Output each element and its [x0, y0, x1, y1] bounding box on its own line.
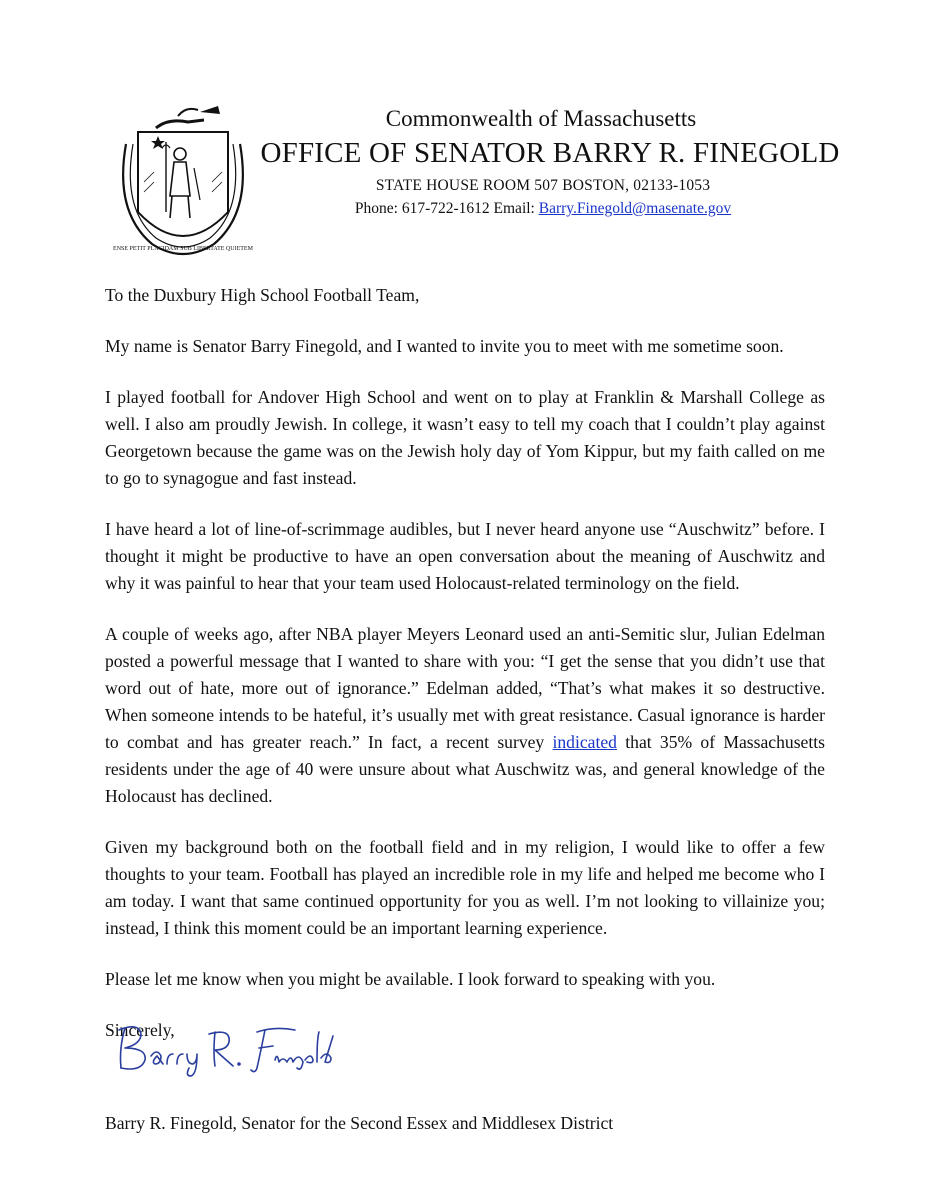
seal-motto: ENSE PETIT PLACIDAM SUB LIBERTATE QUIETEM — [113, 246, 253, 252]
letterhead-contact — [226, 198, 860, 220]
email-link[interactable]: Barry.Finegold@masenate.gov — [538, 200, 732, 217]
signoff: Barry R. Finegold, Senator for the Second Essex and Middlesex District — [105, 1113, 614, 1133]
paragraph-3: I have heard a lot of line-of-scrimmage audibles, but I never heard anyone use “Auschwitz” before. I thought it might be productive to have an open conversation about the meaning of Auschwitz and why it was painful to hear that your team used Holocaust-related terminology on the field. — [105, 519, 825, 593]
paragraph-6: Please let me know when you might be available. I look forward to speaking with you. — [105, 969, 716, 989]
closing: Sincerely, — [105, 1020, 175, 1040]
letterhead-commonwealth: Commonwealth of Massachusetts — [385, 106, 697, 131]
letterhead-phone: Phone: 617-722-1612 Email: — [354, 200, 539, 217]
paragraph-1: My name is Senator Barry Finegold, and I wanted to invite you to meet with me sometime soon. — [105, 336, 784, 356]
letterhead-office: OFFICE OF SENATOR BARRY R. FINEGOLD — [260, 137, 840, 169]
salutation: To the Duxbury High School Football Team, — [105, 285, 420, 305]
letterhead — [260, 104, 860, 220]
letterhead-address: STATE HOUSE ROOM 507 BOSTON, 02133-1053 — [375, 177, 711, 194]
paragraph-4 — [105, 621, 825, 810]
signature-image — [105, 1018, 345, 1078]
survey-link[interactable]: indicated — [552, 732, 617, 752]
letter-body — [105, 282, 825, 1068]
paragraph-5: Given my background both on the football field and in my religion, I would like to offer a few thoughts to your team. Football has played an incredible role in my life and helped me become who I am today. I want that same continued opportunity for you as well. I’m not looking to villainize you; instead, I think this moment could be an important learning experience. — [105, 837, 825, 938]
paragraph-4-end: that 35% of Massachusetts residents under the age of 40 were unsure about what Auschwitz was, and general knowledge of the Holocaust has declined. — [105, 732, 825, 806]
paragraph-2: I played football for Andover High School and went on to play at Franklin & Marshall College as well. I also am proudly Jewish. In college, it wasn’t easy to tell my coach that I couldn’t play against Georgetown because the game was on the Jewish holy day of Yom Kippur, but my faith called on me to go to synagogue and fast instead. — [105, 387, 825, 488]
paragraph-4-start: A couple of weeks ago, after NBA player Meyers Leonard used an anti-Semitic slur, Julian Edelman posted a powerful message that I wanted to share with you: “I get the sense that you didn’t use that word out of hate, more out of ignorance.” Edelman added, “That’s what makes it so destructive. When someone intends to be hateful, it’s usually met with great resistance. Casual ignorance is harder to combat and has greater reach.” In fact, a recent survey — [105, 624, 825, 752]
